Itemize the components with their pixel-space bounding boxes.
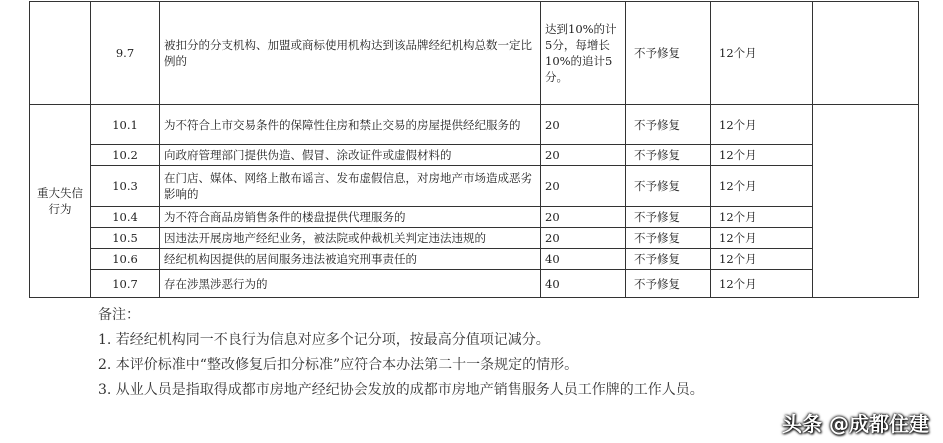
- table-row: [30, 270, 919, 298]
- item-description: 因违法开展房地产经纪业务，被法院或仲裁机关判定违法违规的: [160, 228, 541, 249]
- penalty-table: [29, 1, 919, 298]
- item-description: 被扣分的分支机构、加盟或商标使用机构达到该品牌经纪机构总数一定比例的: [160, 2, 541, 105]
- item-fix-rule: 不予修复: [626, 2, 711, 105]
- item-points: 20: [541, 228, 626, 249]
- table-row: [30, 166, 919, 207]
- item-duration: 12个月: [711, 145, 813, 166]
- note-item: 3. 从业人员是指取得成都市房地产经纪协会发放的成都市房地产销售服务人员工作牌的工作人员。: [98, 382, 704, 398]
- item-number: 10.7: [91, 270, 160, 298]
- item-description: 在门店、媒体、网络上散布谣言、发布虚假信息，对房地产市场造成恶劣影响的: [160, 166, 541, 207]
- table-row: [30, 207, 919, 228]
- item-number: 10.2: [91, 145, 160, 166]
- item-duration: 12个月: [711, 105, 813, 145]
- item-points: 40: [541, 249, 626, 270]
- item-fix-rule: 不予修复: [626, 145, 711, 166]
- note-item: 1. 若经纪机构同一不良行为信息对应多个记分项，按最高分值项记减分。: [98, 332, 550, 348]
- category-cell-empty: [30, 2, 91, 105]
- item-number: 10.6: [91, 249, 160, 270]
- item-description: 存在涉黑涉恶行为的: [160, 270, 541, 298]
- item-duration: 12个月: [711, 207, 813, 228]
- item-fix-rule: 不予修复: [626, 207, 711, 228]
- item-duration: 12个月: [711, 166, 813, 207]
- table-row: [30, 249, 919, 270]
- item-fix-rule: 不予修复: [626, 105, 711, 145]
- table-row: [30, 105, 919, 145]
- item-description: 为不符合上市交易条件的保障性住房和禁止交易的房屋提供经纪服务的: [160, 105, 541, 145]
- item-points: 达到10%的计5分，每增长10%的追计5分。: [541, 2, 626, 105]
- item-points: 40: [541, 270, 626, 298]
- item-duration: 12个月: [711, 2, 813, 105]
- item-number: 10.3: [91, 166, 160, 207]
- item-number: 9.7: [91, 2, 160, 105]
- table-row: [30, 228, 919, 249]
- item-points: 20: [541, 145, 626, 166]
- note-item: 2. 本评价标准中“整改修复后扣分标准”应符合本办法第二十一条规定的情形。: [98, 357, 579, 373]
- item-number: 10.5: [91, 228, 160, 249]
- table-row: [30, 145, 919, 166]
- remark-cell: [813, 2, 919, 105]
- item-fix-rule: 不予修复: [626, 270, 711, 298]
- table-row: [30, 2, 919, 105]
- item-points: 20: [541, 105, 626, 145]
- remark-cell: [813, 105, 919, 298]
- item-number: 10.1: [91, 105, 160, 145]
- item-points: 20: [541, 166, 626, 207]
- item-description: 向政府管理部门提供伪造、假冒、涂改证件或虚假材料的: [160, 145, 541, 166]
- item-fix-rule: 不予修复: [626, 166, 711, 207]
- item-duration: 12个月: [711, 228, 813, 249]
- item-description: 经纪机构因提供的居间服务违法被追究刑事责任的: [160, 249, 541, 270]
- category-cell: 重大失信行为: [30, 105, 91, 298]
- item-duration: 12个月: [711, 270, 813, 298]
- item-fix-rule: 不予修复: [626, 249, 711, 270]
- watermark: 头条 @成都住建: [782, 412, 929, 436]
- item-duration: 12个月: [711, 249, 813, 270]
- notes-heading: 备注：: [98, 307, 140, 323]
- notes-section: [98, 303, 704, 403]
- item-fix-rule: 不予修复: [626, 228, 711, 249]
- item-description: 为不符合商品房销售条件的楼盘提供代理服务的: [160, 207, 541, 228]
- item-points: 20: [541, 207, 626, 228]
- item-number: 10.4: [91, 207, 160, 228]
